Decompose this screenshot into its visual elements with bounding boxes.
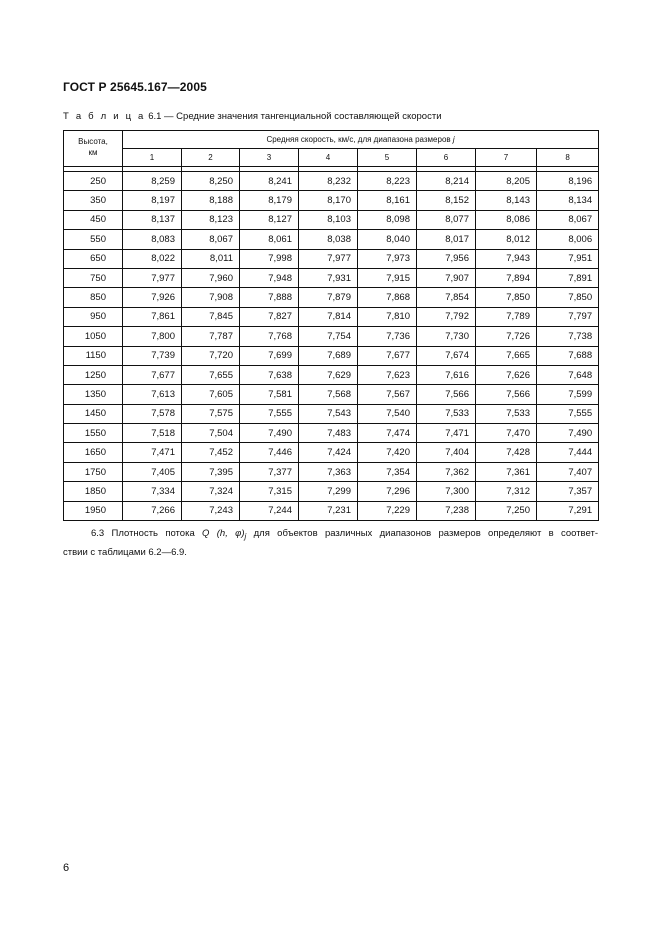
height-cell: 250 xyxy=(64,172,123,191)
height-cell: 850 xyxy=(64,288,123,307)
size-range-header: 1 xyxy=(123,149,182,167)
velocity-cell: 7,452 xyxy=(182,443,240,462)
velocity-cell: 7,977 xyxy=(123,268,182,287)
table-row xyxy=(64,268,599,287)
velocity-cell: 7,605 xyxy=(182,385,240,404)
velocity-cell: 7,518 xyxy=(123,424,182,443)
velocity-cell: 7,943 xyxy=(476,249,537,268)
velocity-cell: 7,471 xyxy=(417,424,476,443)
velocity-cell: 7,907 xyxy=(417,268,476,287)
table-row xyxy=(64,172,599,191)
velocity-cell: 7,800 xyxy=(123,327,182,346)
velocity-cell: 7,677 xyxy=(358,346,417,365)
velocity-cell: 7,850 xyxy=(476,288,537,307)
velocity-cell: 7,977 xyxy=(299,249,358,268)
table-caption xyxy=(63,111,442,122)
height-column-header xyxy=(64,131,123,167)
velocity-cell: 7,861 xyxy=(123,307,182,326)
velocity-cell: 7,688 xyxy=(537,346,599,365)
size-range-header: 2 xyxy=(182,149,240,167)
velocity-cell: 7,424 xyxy=(299,443,358,462)
height-cell: 1850 xyxy=(64,482,123,501)
velocity-cell: 7,739 xyxy=(123,346,182,365)
velocity-cell: 7,420 xyxy=(358,443,417,462)
height-cell: 350 xyxy=(64,191,123,210)
table-row xyxy=(64,501,599,520)
velocity-cell: 8,127 xyxy=(240,210,299,229)
velocity-cell: 8,250 xyxy=(182,172,240,191)
height-cell: 450 xyxy=(64,210,123,229)
size-range-header: 4 xyxy=(299,149,358,167)
velocity-cell: 7,405 xyxy=(123,462,182,481)
table-body xyxy=(64,167,599,521)
velocity-cell: 7,845 xyxy=(182,307,240,326)
table-row xyxy=(64,482,599,501)
velocity-cell: 7,674 xyxy=(417,346,476,365)
velocity-cell: 8,040 xyxy=(358,230,417,249)
velocity-cell: 8,098 xyxy=(358,210,417,229)
velocity-cell: 8,134 xyxy=(537,191,599,210)
table-row xyxy=(64,346,599,365)
velocity-cell: 7,726 xyxy=(476,327,537,346)
table-row xyxy=(64,307,599,326)
table-row xyxy=(64,385,599,404)
paragraph-line-1 xyxy=(63,526,598,545)
velocity-cell: 7,444 xyxy=(537,443,599,462)
velocity-cell: 7,361 xyxy=(476,462,537,481)
size-range-header: 7 xyxy=(476,149,537,167)
velocity-cell: 7,533 xyxy=(476,404,537,423)
velocity-cell: 7,315 xyxy=(240,482,299,501)
velocity-cell: 7,931 xyxy=(299,268,358,287)
velocity-cell: 7,879 xyxy=(299,288,358,307)
group-header-var: j xyxy=(452,135,455,144)
velocity-cell: 7,768 xyxy=(240,327,299,346)
velocity-cell: 7,677 xyxy=(123,365,182,384)
height-cell: 1750 xyxy=(64,462,123,481)
caption-label: Т а б л и ц а xyxy=(63,111,146,122)
velocity-cell: 7,827 xyxy=(240,307,299,326)
table-row xyxy=(64,288,599,307)
size-range-header: 3 xyxy=(240,149,299,167)
velocity-cell: 7,894 xyxy=(476,268,537,287)
velocity-cell: 7,250 xyxy=(476,501,537,520)
velocity-cell: 8,067 xyxy=(182,230,240,249)
velocity-cell: 7,730 xyxy=(417,327,476,346)
height-cell: 550 xyxy=(64,230,123,249)
velocity-cell: 7,787 xyxy=(182,327,240,346)
velocity-cell: 7,797 xyxy=(537,307,599,326)
velocity-cell: 7,291 xyxy=(537,501,599,520)
velocity-cell: 7,850 xyxy=(537,288,599,307)
velocity-cell: 7,299 xyxy=(299,482,358,501)
velocity-cell: 7,626 xyxy=(476,365,537,384)
velocity-cell: 7,956 xyxy=(417,249,476,268)
table-row xyxy=(64,443,599,462)
velocity-cell: 7,854 xyxy=(417,288,476,307)
flux-formula-subscript: j xyxy=(244,531,247,541)
velocity-cell: 8,011 xyxy=(182,249,240,268)
velocity-cell: 7,789 xyxy=(476,307,537,326)
size-range-header-row xyxy=(64,149,599,167)
velocity-cell: 7,296 xyxy=(358,482,417,501)
height-cell: 950 xyxy=(64,307,123,326)
velocity-cell: 7,638 xyxy=(240,365,299,384)
size-range-header: 5 xyxy=(358,149,417,167)
velocity-cell: 7,998 xyxy=(240,249,299,268)
velocity-cell: 8,259 xyxy=(123,172,182,191)
velocity-cell: 7,736 xyxy=(358,327,417,346)
table-row xyxy=(64,462,599,481)
height-cell: 1350 xyxy=(64,385,123,404)
velocity-cell: 7,334 xyxy=(123,482,182,501)
velocity-cell: 8,241 xyxy=(240,172,299,191)
velocity-cell: 7,490 xyxy=(240,424,299,443)
flux-formula: Q (h, φ) xyxy=(202,528,245,539)
velocity-cell: 8,123 xyxy=(182,210,240,229)
velocity-cell: 7,244 xyxy=(240,501,299,520)
velocity-cell: 7,568 xyxy=(299,385,358,404)
velocity-cell: 7,665 xyxy=(476,346,537,365)
velocity-cell: 7,363 xyxy=(299,462,358,481)
paragraph-text-1: 6.3 Плотность потока xyxy=(91,528,203,539)
table-row xyxy=(64,365,599,384)
velocity-cell: 7,470 xyxy=(476,424,537,443)
velocity-cell: 7,533 xyxy=(417,404,476,423)
velocity-cell: 7,404 xyxy=(417,443,476,462)
velocity-cell: 8,214 xyxy=(417,172,476,191)
velocity-table xyxy=(63,130,599,521)
velocity-cell: 8,038 xyxy=(299,230,358,249)
velocity-cell: 7,428 xyxy=(476,443,537,462)
table-row xyxy=(64,327,599,346)
velocity-cell: 8,022 xyxy=(123,249,182,268)
velocity-cell: 7,689 xyxy=(299,346,358,365)
velocity-cell: 7,648 xyxy=(537,365,599,384)
height-cell: 1550 xyxy=(64,424,123,443)
velocity-cell: 7,357 xyxy=(537,482,599,501)
velocity-cell: 7,948 xyxy=(240,268,299,287)
velocity-cell: 8,086 xyxy=(476,210,537,229)
height-header-label: Высота, xyxy=(78,137,108,146)
velocity-cell: 7,578 xyxy=(123,404,182,423)
paragraph-line-2: ствии с таблицами 6.2—6.9. xyxy=(63,546,187,558)
velocity-cell: 8,197 xyxy=(123,191,182,210)
velocity-cell: 7,555 xyxy=(537,404,599,423)
velocity-group-header xyxy=(123,131,599,149)
velocity-cell: 7,362 xyxy=(417,462,476,481)
velocity-cell: 7,446 xyxy=(240,443,299,462)
velocity-cell: 8,067 xyxy=(537,210,599,229)
velocity-cell: 7,699 xyxy=(240,346,299,365)
velocity-cell: 8,083 xyxy=(123,230,182,249)
velocity-cell: 7,566 xyxy=(417,385,476,404)
velocity-cell: 7,655 xyxy=(182,365,240,384)
velocity-cell: 7,312 xyxy=(476,482,537,501)
velocity-cell: 7,300 xyxy=(417,482,476,501)
table-row xyxy=(64,404,599,423)
table-row xyxy=(64,249,599,268)
velocity-cell: 7,908 xyxy=(182,288,240,307)
velocity-cell: 7,474 xyxy=(358,424,417,443)
paragraph-text-2: для объектов различных диапазонов размеров определяют в соответ- xyxy=(246,528,598,539)
velocity-cell: 7,566 xyxy=(476,385,537,404)
page-number: 6 xyxy=(63,862,70,874)
velocity-cell: 7,266 xyxy=(123,501,182,520)
velocity-cell: 7,555 xyxy=(240,404,299,423)
velocity-cell: 8,232 xyxy=(299,172,358,191)
velocity-cell: 7,951 xyxy=(537,249,599,268)
velocity-cell: 7,623 xyxy=(358,365,417,384)
velocity-cell: 8,103 xyxy=(299,210,358,229)
velocity-cell: 8,143 xyxy=(476,191,537,210)
velocity-cell: 7,720 xyxy=(182,346,240,365)
velocity-cell: 7,814 xyxy=(299,307,358,326)
group-header-label: Средняя скорость, км/с, для диапазона размеров xyxy=(266,135,451,144)
size-range-header: 6 xyxy=(417,149,476,167)
velocity-cell: 7,575 xyxy=(182,404,240,423)
velocity-cell: 7,915 xyxy=(358,268,417,287)
velocity-cell: 7,926 xyxy=(123,288,182,307)
height-cell: 1250 xyxy=(64,365,123,384)
velocity-cell: 7,891 xyxy=(537,268,599,287)
velocity-cell: 8,137 xyxy=(123,210,182,229)
velocity-cell: 7,540 xyxy=(358,404,417,423)
velocity-cell: 7,629 xyxy=(299,365,358,384)
velocity-cell: 8,188 xyxy=(182,191,240,210)
velocity-cell: 7,377 xyxy=(240,462,299,481)
velocity-cell: 8,223 xyxy=(358,172,417,191)
height-header-unit: км xyxy=(88,148,98,157)
height-cell: 1050 xyxy=(64,327,123,346)
section-paragraph xyxy=(63,526,598,561)
velocity-cell: 7,395 xyxy=(182,462,240,481)
height-cell: 1450 xyxy=(64,404,123,423)
velocity-cell: 7,567 xyxy=(358,385,417,404)
size-range-header: 8 xyxy=(537,149,599,167)
velocity-cell: 7,973 xyxy=(358,249,417,268)
height-cell: 1650 xyxy=(64,443,123,462)
height-cell: 1950 xyxy=(64,501,123,520)
velocity-cell: 7,407 xyxy=(537,462,599,481)
document-code: ГОСТ Р 25645.167—2005 xyxy=(63,80,207,94)
caption-number: 6.1 xyxy=(148,111,162,122)
velocity-cell: 8,170 xyxy=(299,191,358,210)
height-cell: 750 xyxy=(64,268,123,287)
velocity-cell: 7,354 xyxy=(358,462,417,481)
velocity-cell: 7,792 xyxy=(417,307,476,326)
velocity-cell: 7,504 xyxy=(182,424,240,443)
velocity-cell: 8,205 xyxy=(476,172,537,191)
velocity-cell: 7,231 xyxy=(299,501,358,520)
velocity-cell: 7,238 xyxy=(417,501,476,520)
velocity-cell: 8,196 xyxy=(537,172,599,191)
velocity-cell: 8,077 xyxy=(417,210,476,229)
velocity-cell: 7,471 xyxy=(123,443,182,462)
velocity-cell: 8,006 xyxy=(537,230,599,249)
velocity-cell: 7,960 xyxy=(182,268,240,287)
velocity-cell: 7,613 xyxy=(123,385,182,404)
velocity-cell: 7,543 xyxy=(299,404,358,423)
height-cell: 1150 xyxy=(64,346,123,365)
velocity-cell: 7,229 xyxy=(358,501,417,520)
velocity-cell: 7,616 xyxy=(417,365,476,384)
velocity-cell: 7,888 xyxy=(240,288,299,307)
velocity-cell: 8,152 xyxy=(417,191,476,210)
velocity-cell: 7,868 xyxy=(358,288,417,307)
velocity-cell: 8,017 xyxy=(417,230,476,249)
velocity-cell: 8,179 xyxy=(240,191,299,210)
velocity-cell: 8,161 xyxy=(358,191,417,210)
table-row xyxy=(64,424,599,443)
velocity-cell: 7,810 xyxy=(358,307,417,326)
velocity-cell: 7,483 xyxy=(299,424,358,443)
velocity-cell: 7,581 xyxy=(240,385,299,404)
velocity-cell: 7,738 xyxy=(537,327,599,346)
velocity-cell: 7,324 xyxy=(182,482,240,501)
height-cell: 650 xyxy=(64,249,123,268)
velocity-cell: 7,490 xyxy=(537,424,599,443)
caption-text: — Средние значения тангенциальной составляющей скорости xyxy=(161,111,442,122)
velocity-cell: 8,012 xyxy=(476,230,537,249)
velocity-cell: 7,754 xyxy=(299,327,358,346)
velocity-cell: 7,599 xyxy=(537,385,599,404)
table-row xyxy=(64,210,599,229)
table-row xyxy=(64,191,599,210)
velocity-cell: 7,243 xyxy=(182,501,240,520)
table-row xyxy=(64,230,599,249)
velocity-cell: 8,061 xyxy=(240,230,299,249)
